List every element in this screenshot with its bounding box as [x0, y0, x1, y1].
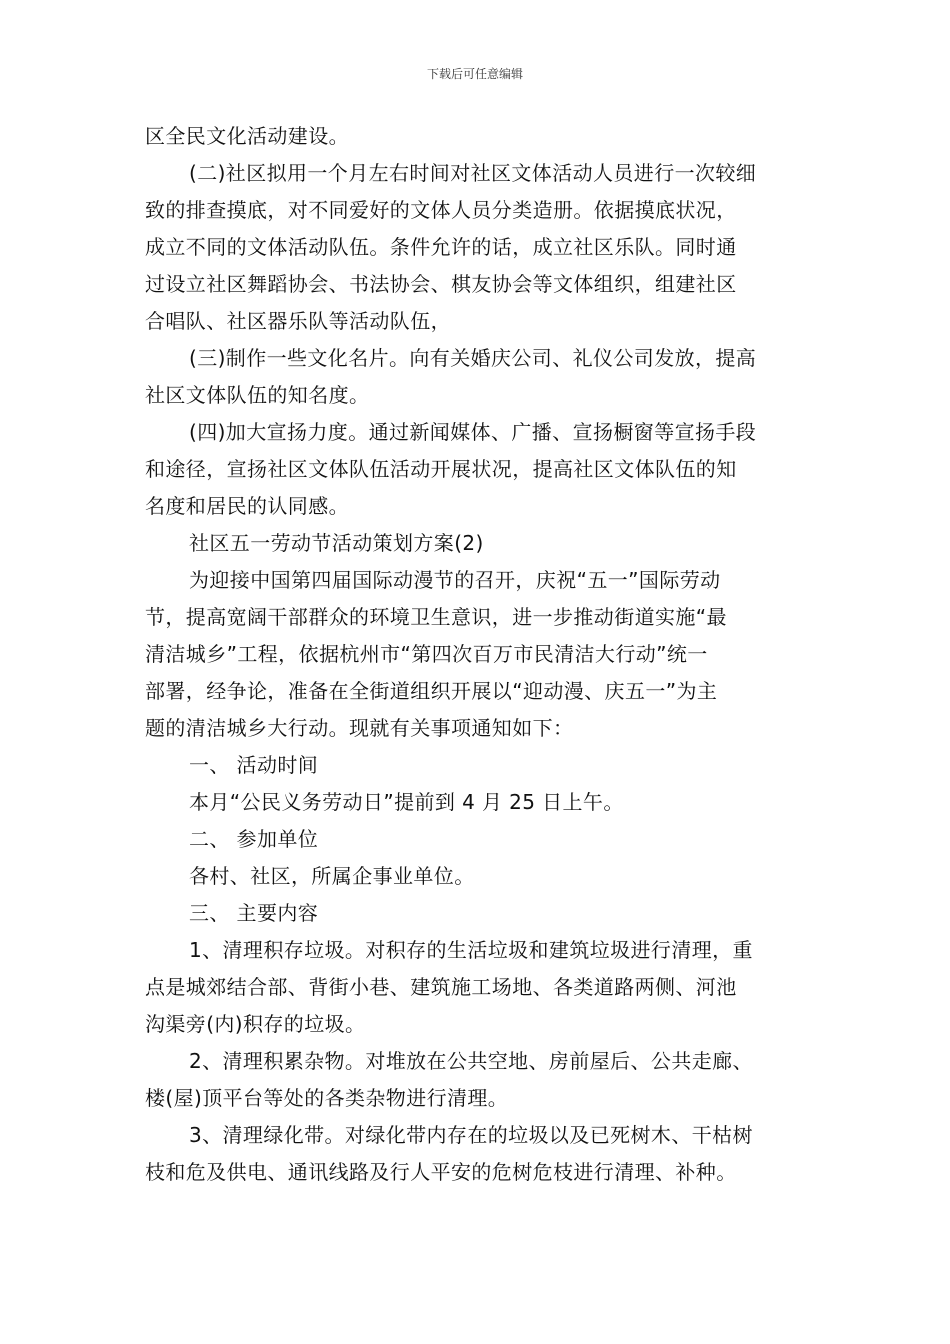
- text-line: 点是城郊结合部、背街小巷、建筑施工场地、各类道路两侧、河池: [145, 975, 737, 999]
- text-line: (二)社区拟用一个月左右时间对社区文体活动人员进行一次较细: [189, 161, 757, 185]
- text-line: 和途径，宣扬社区文体队伍活动开展状况，提高社区文体队伍的知: [145, 457, 737, 481]
- paragraph: [145, 340, 810, 414]
- text-line: 沟渠旁(内)积存的垃圾。: [145, 1012, 366, 1036]
- text-line: 名度和居民的认同感。: [145, 494, 349, 518]
- paragraph: [145, 562, 810, 747]
- text-line: 成立不同的文体活动队伍。条件允许的话，成立社区乐队。同时通: [145, 235, 737, 259]
- text-line: 合唱队、社区器乐队等活动队伍，: [145, 309, 451, 333]
- text-line: (三)制作一些文化名片。向有关婚庆公司、礼仪公司发放，提高: [189, 346, 757, 370]
- text-line: 题的清洁城乡大行动。现就有关事项通知如下：: [145, 716, 574, 740]
- text-line: 节，提高宽阔干部群众的环境卫生意识，进一步推动街道实施“最: [145, 605, 727, 629]
- text-line: 二、 参加单位: [189, 827, 319, 851]
- paragraph: [145, 1117, 810, 1191]
- text-line: 致的排查摸底，对不同爱好的文体人员分类造册。依据摸底状况，: [145, 198, 737, 222]
- document-body: [145, 118, 810, 1191]
- paragraph: [145, 1043, 810, 1117]
- text-line: 1、清理积存垃圾。对积存的生活垃圾和建筑垃圾进行清理，重: [189, 938, 753, 962]
- paragraph: [145, 932, 810, 1043]
- paragraph: [145, 118, 810, 155]
- page-header: 下载后可任意编辑: [426, 67, 523, 81]
- text-line: 部署，经争论，准备在全街道组织开展以“迎动漫、庆五一”为主: [145, 679, 718, 703]
- paragraph: [145, 821, 810, 858]
- text-line: 社区五一劳动节活动策划方案(2): [189, 531, 484, 555]
- paragraph: [145, 784, 810, 821]
- paragraph: [145, 747, 810, 784]
- paragraph: [145, 155, 810, 340]
- text-line: 清洁城乡”工程，依据杭州市“第四次百万市民清洁大行动”统一: [145, 642, 708, 666]
- paragraph: [145, 414, 810, 525]
- text-line: 一、 活动时间: [189, 753, 319, 777]
- text-line: 2、清理积累杂物。对堆放在公共空地、房前屋后、公共走廊、: [189, 1049, 753, 1073]
- paragraph: [145, 858, 810, 895]
- text-line: 社区文体队伍的知名度。: [145, 383, 370, 407]
- text-line: 过设立社区舞蹈协会、书法协会、棋友协会等文体组织，组建社区: [145, 272, 737, 296]
- text-line: 楼(屋)顶平台等处的各类杂物进行清理。: [145, 1086, 509, 1110]
- text-line: (四)加大宣扬力度。通过新闻媒体、广播、宣扬橱窗等宣扬手段: [189, 420, 757, 444]
- paragraph: [145, 525, 810, 562]
- text-line: 区全民文化活动建设。: [145, 124, 349, 148]
- text-line: 枝和危及供电、通讯线路及行人平安的危树危枝进行清理、补种。: [145, 1160, 737, 1184]
- text-line: 各村、社区，所属企事业单位。: [189, 864, 475, 888]
- text-line: 三、 主要内容: [189, 901, 319, 925]
- paragraph: [145, 895, 810, 932]
- text-line: 本月“公民义务劳动日”提前到 4 月 25 日上午。: [189, 790, 624, 814]
- text-line: 为迎接中国第四届国际动漫节的召开，庆祝“五一”国际劳动: [189, 568, 721, 592]
- text-line: 3、清理绿化带。对绿化带内存在的垃圾以及已死树木、干枯树: [189, 1123, 753, 1147]
